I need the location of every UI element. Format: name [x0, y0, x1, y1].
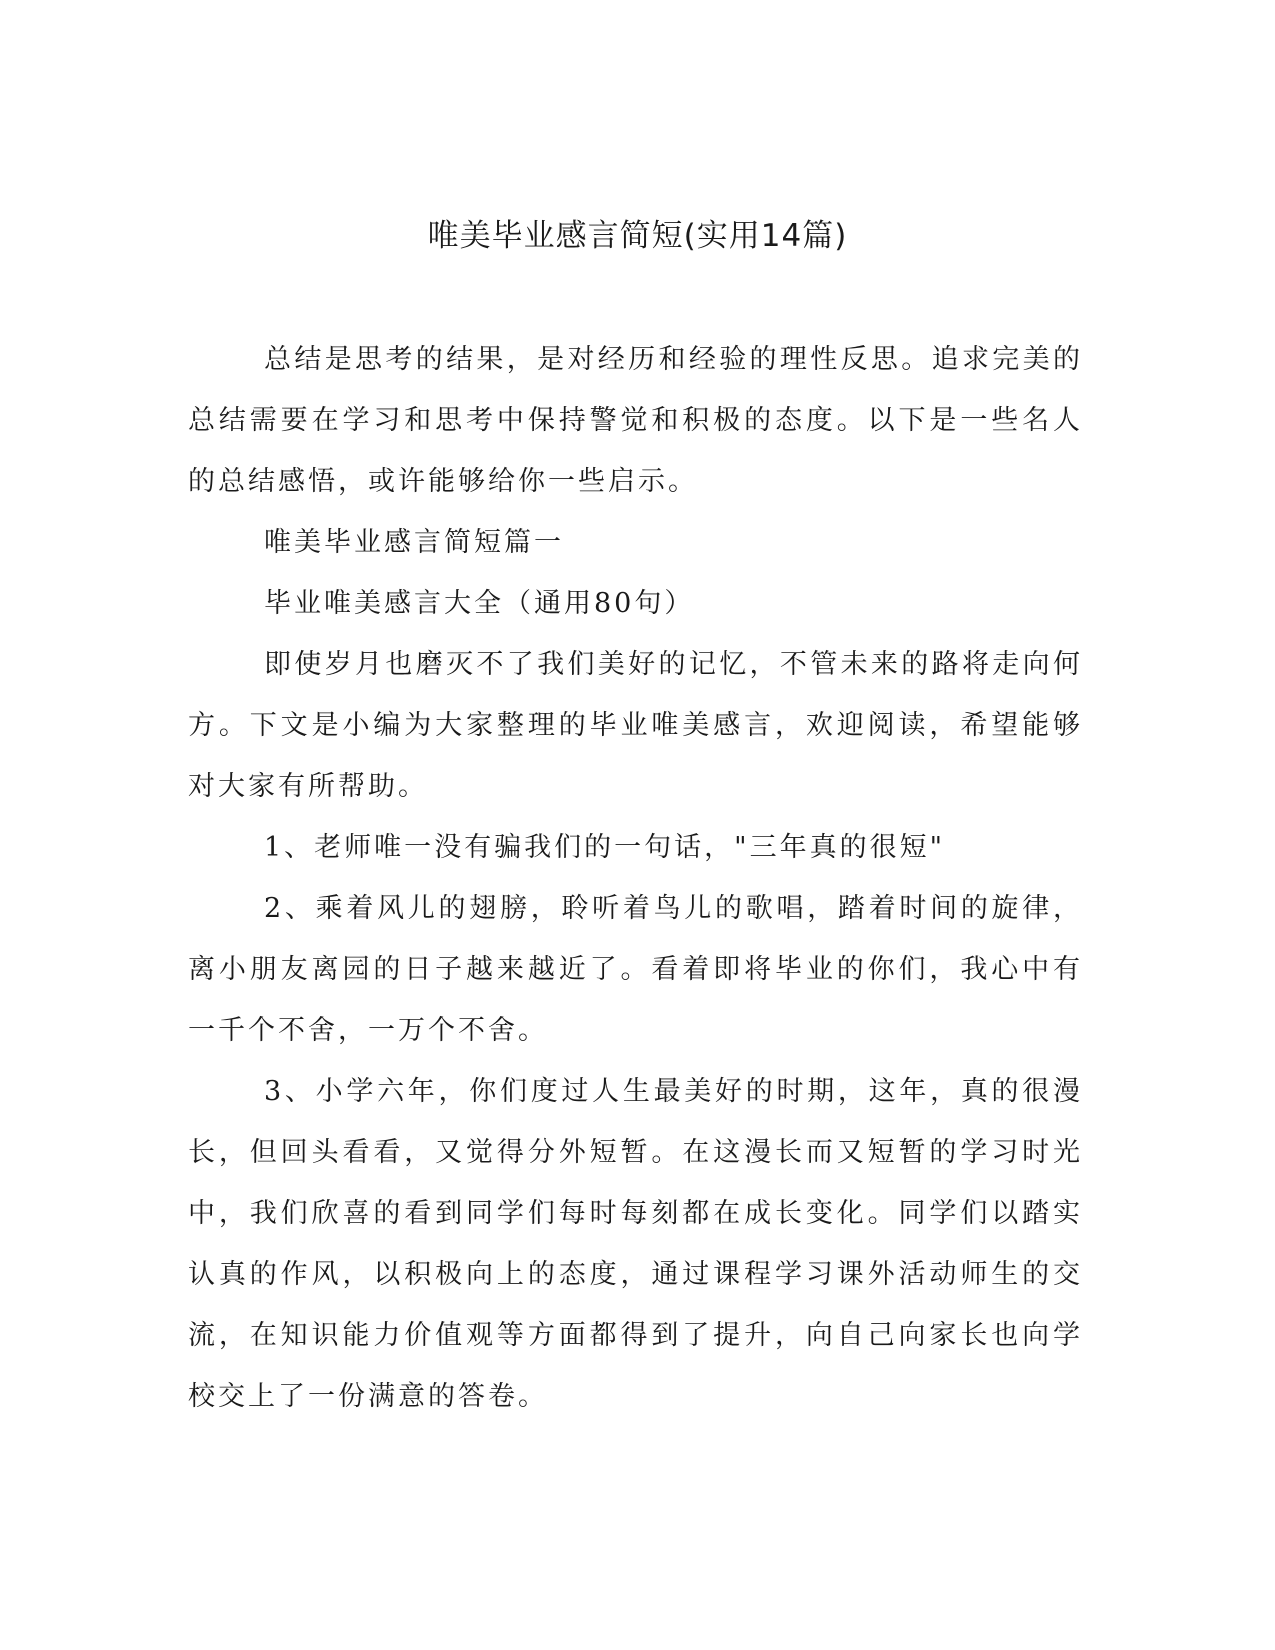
paragraph-preface: 即使岁月也磨灭不了我们美好的记忆，不管未来的路将走向何方。下文是小编为大家整理的毕业唯美感言，欢迎阅读，希望能够对大家有所帮助。	[188, 649, 1083, 802]
subsection-heading: 毕业唯美感言大全（通用80句）	[264, 588, 695, 619]
document-title: 唯美毕业感言简短(实用14篇)	[427, 218, 848, 254]
document-body	[188, 329, 1083, 1427]
paragraph-intro: 总结是思考的结果，是对经历和经验的理性反思。追求完美的总结需要在学习和思考中保持警觉和积极的态度。以下是一些名人的总结感悟，或许能够给你一些启示。	[188, 344, 1083, 497]
section-heading: 唯美毕业感言简短篇一	[264, 527, 564, 558]
list-item-1: 1、老师唯一没有骗我们的一句话，"三年真的很短"	[264, 832, 946, 863]
list-item-3: 3、小学六年，你们度过人生最美好的时期，这年，真的很漫长，但回头看看，又觉得分外短暂。在这漫长而又短暂的学习时光中，我们欣喜的看到同学们每时每刻都在成长变化。同学们以踏实认真的作风，以积极向上的态度，通过课程学习课外活动师生的交流，在知识能力价值观等方面都得到了提升，向自己向家长也向学校交上了一份满意的答卷。	[188, 1076, 1083, 1412]
list-item-2: 2、乘着风儿的翅膀，聆听着鸟儿的歌唱，踏着时间的旋律，离小朋友离园的日子越来越近了。看着即将毕业的你们，我心中有一千个不舍，一万个不舍。	[188, 893, 1083, 1046]
